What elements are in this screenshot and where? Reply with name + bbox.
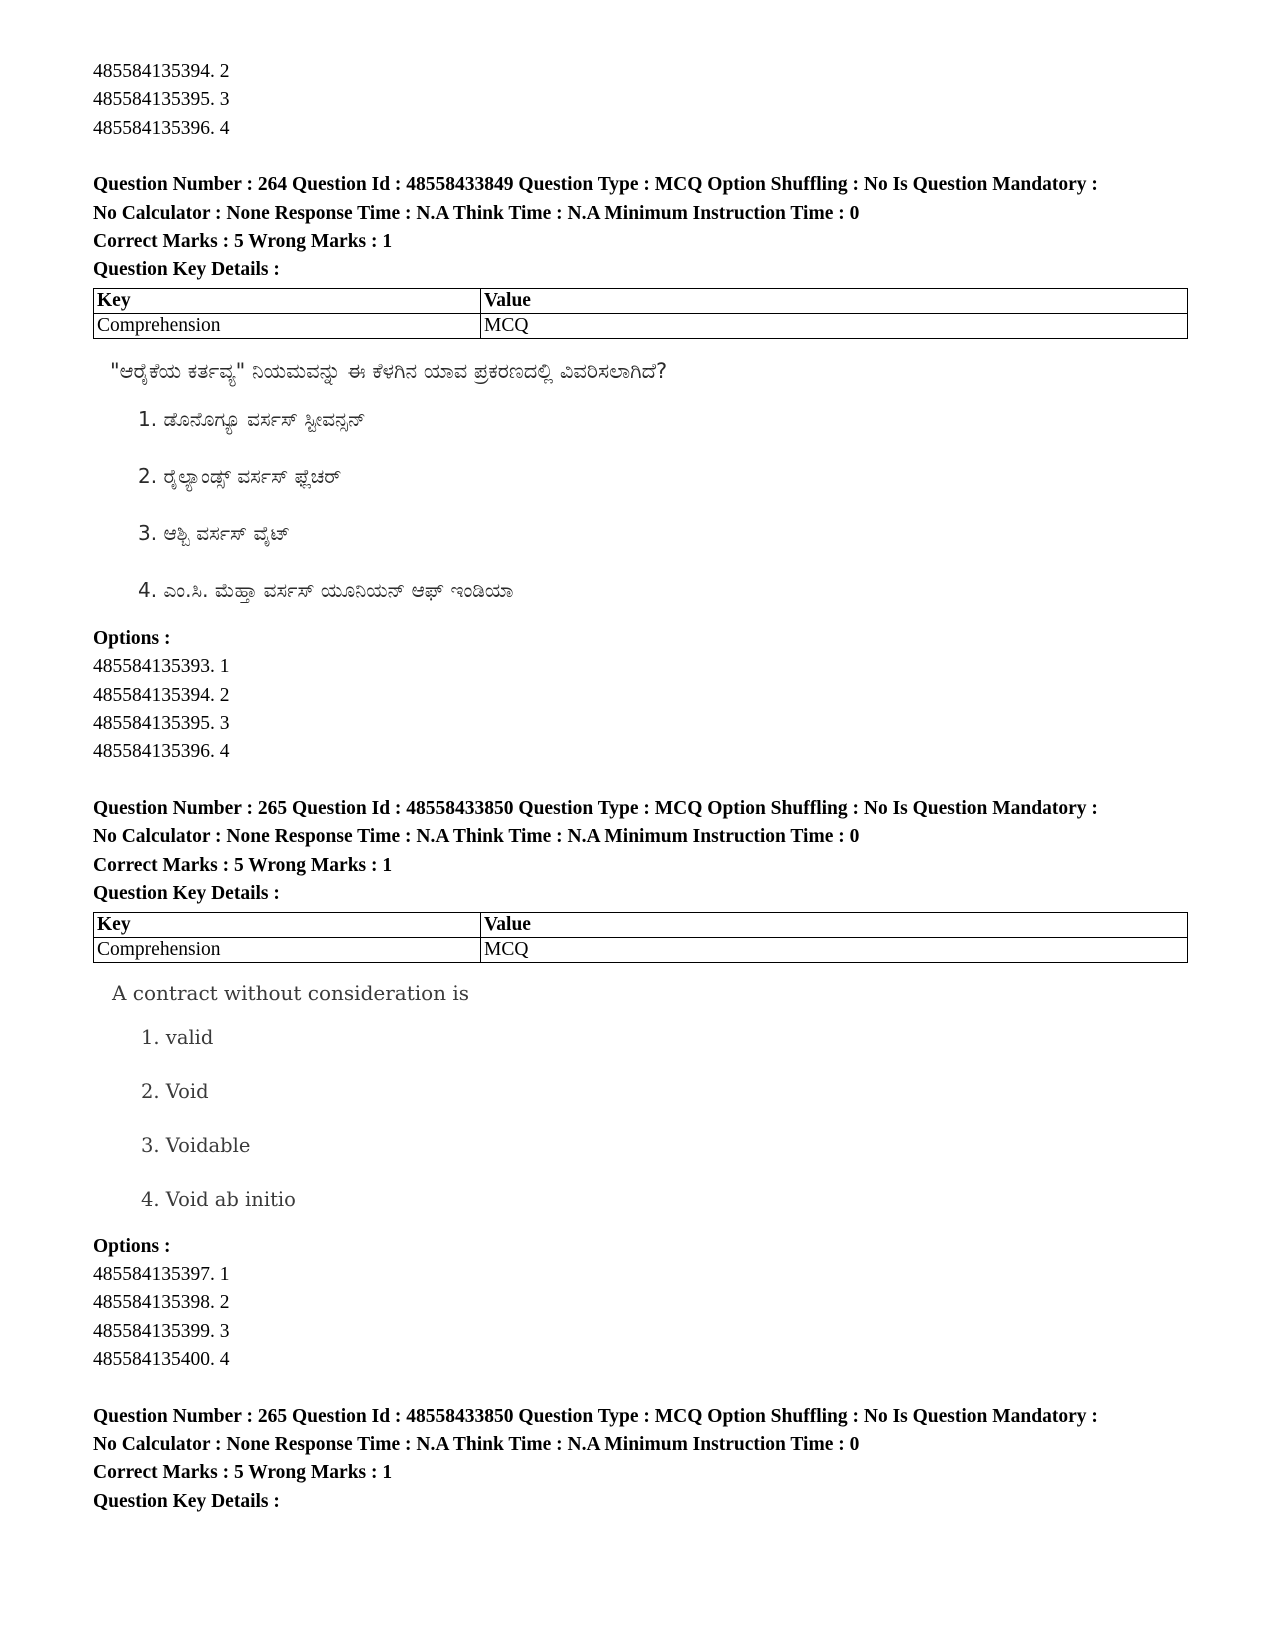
key-details-table xyxy=(93,288,1188,339)
marks-line: Correct Marks : 5 Wrong Marks : 1 xyxy=(93,1462,393,1484)
question-header-line-1: Question Number : 264 Question Id : 48558433849 Question Type : MCQ Option Shuffling : No Is Question Mandatory : xyxy=(93,174,1098,196)
question-choice: 4. Void ab initio xyxy=(141,1187,296,1211)
question-choice: 1. ಡೊನೊಗ್ಯೂ ವರ್ಸಸ್ ಸ್ಟೀವನ್ಸನ್ xyxy=(138,406,366,431)
option-line: 485584135399. 3 xyxy=(93,1320,230,1342)
question-block-265 xyxy=(93,795,1188,1375)
key-details-label: Question Key Details : xyxy=(93,883,280,905)
option-line: 485584135400. 4 xyxy=(93,1349,230,1371)
table-cell-key: Comprehension xyxy=(94,937,481,962)
question-stem: "ಆರೈಕೆಯ ಕರ್ತವ್ಯ" ನಿಯಮವನ್ನು ಈ ಕೆಳಗಿನ ಯಾವ ಪ್ರಕರಣದಲ್ಲಿ ವಿವರಿಸಲಾಗಿದೆ? xyxy=(110,358,668,383)
question-header-line-2: No Calculator : None Response Time : N.A Think Time : N.A Minimum Instruction Time : 0 xyxy=(93,826,860,848)
table-header-row xyxy=(94,288,1188,313)
table-header-key: Key xyxy=(94,288,481,313)
table-cell-value: MCQ xyxy=(481,937,1188,962)
question-choice: 4. ಎಂ.ಸಿ. ಮೆಹ್ತಾ ವರ್ಸಸ್ ಯೂನಿಯನ್ ಆಫ್ ಇಂಡಿಯಾ xyxy=(138,577,514,602)
option-line: 485584135396. 4 xyxy=(93,741,230,763)
question-stem: A contract without consideration is xyxy=(112,980,470,1005)
option-line: 485584135395. 3 xyxy=(93,89,230,111)
marks-line: Correct Marks : 5 Wrong Marks : 1 xyxy=(93,854,393,876)
document-page xyxy=(93,58,1188,1516)
question-block-265-repeat xyxy=(93,1403,1188,1517)
question-choice: 2. ರೈಲ್ಯಾಂಡ್ಸ್ ವರ್ಸಸ್ ಫ್ಲೆಚರ್ xyxy=(138,463,342,488)
option-line: 485584135398. 2 xyxy=(93,1292,230,1314)
previous-options-list xyxy=(93,58,1188,143)
table-row xyxy=(94,313,1188,338)
table-header-row xyxy=(94,912,1188,937)
question-choice: 2. Void xyxy=(141,1079,209,1103)
question-choice: 3. Voidable xyxy=(141,1133,251,1157)
table-cell-value: MCQ xyxy=(481,313,1188,338)
question-header-line-1: Question Number : 265 Question Id : 48558433850 Question Type : MCQ Option Shuffling : No Is Question Mandatory : xyxy=(93,1405,1098,1427)
key-details-table xyxy=(93,912,1188,963)
question-header-line-2: No Calculator : None Response Time : N.A Think Time : N.A Minimum Instruction Time : 0 xyxy=(93,1433,860,1455)
key-details-label: Question Key Details : xyxy=(93,259,280,281)
option-line: 485584135394. 2 xyxy=(93,684,230,706)
option-line: 485584135395. 3 xyxy=(93,713,230,735)
table-header-key: Key xyxy=(94,912,481,937)
question-choice: 3. ಆಶ್ಬಿ ವರ್ಸಸ್ ವೈಟ್ xyxy=(138,520,291,545)
question-header-line-2: No Calculator : None Response Time : N.A Think Time : N.A Minimum Instruction Time : 0 xyxy=(93,202,860,224)
table-cell-key: Comprehension xyxy=(94,313,481,338)
marks-line: Correct Marks : 5 Wrong Marks : 1 xyxy=(93,231,393,253)
question-content xyxy=(93,975,1188,1227)
options-label: Options : xyxy=(93,627,171,649)
option-line: 485584135394. 2 xyxy=(93,61,230,82)
option-line: 485584135397. 1 xyxy=(93,1263,230,1285)
question-choice: 1. valid xyxy=(141,1025,214,1049)
option-line: 485584135393. 1 xyxy=(93,656,230,678)
options-label: Options : xyxy=(93,1235,171,1257)
question-block-264 xyxy=(93,171,1188,767)
key-details-label: Question Key Details : xyxy=(93,1490,280,1512)
table-header-value: Value xyxy=(481,288,1188,313)
table-header-value: Value xyxy=(481,912,1188,937)
question-content xyxy=(93,351,1188,619)
question-header-line-1: Question Number : 265 Question Id : 48558433850 Question Type : MCQ Option Shuffling : No Is Question Mandatory : xyxy=(93,797,1098,819)
table-row xyxy=(94,937,1188,962)
option-line: 485584135396. 4 xyxy=(93,117,230,139)
